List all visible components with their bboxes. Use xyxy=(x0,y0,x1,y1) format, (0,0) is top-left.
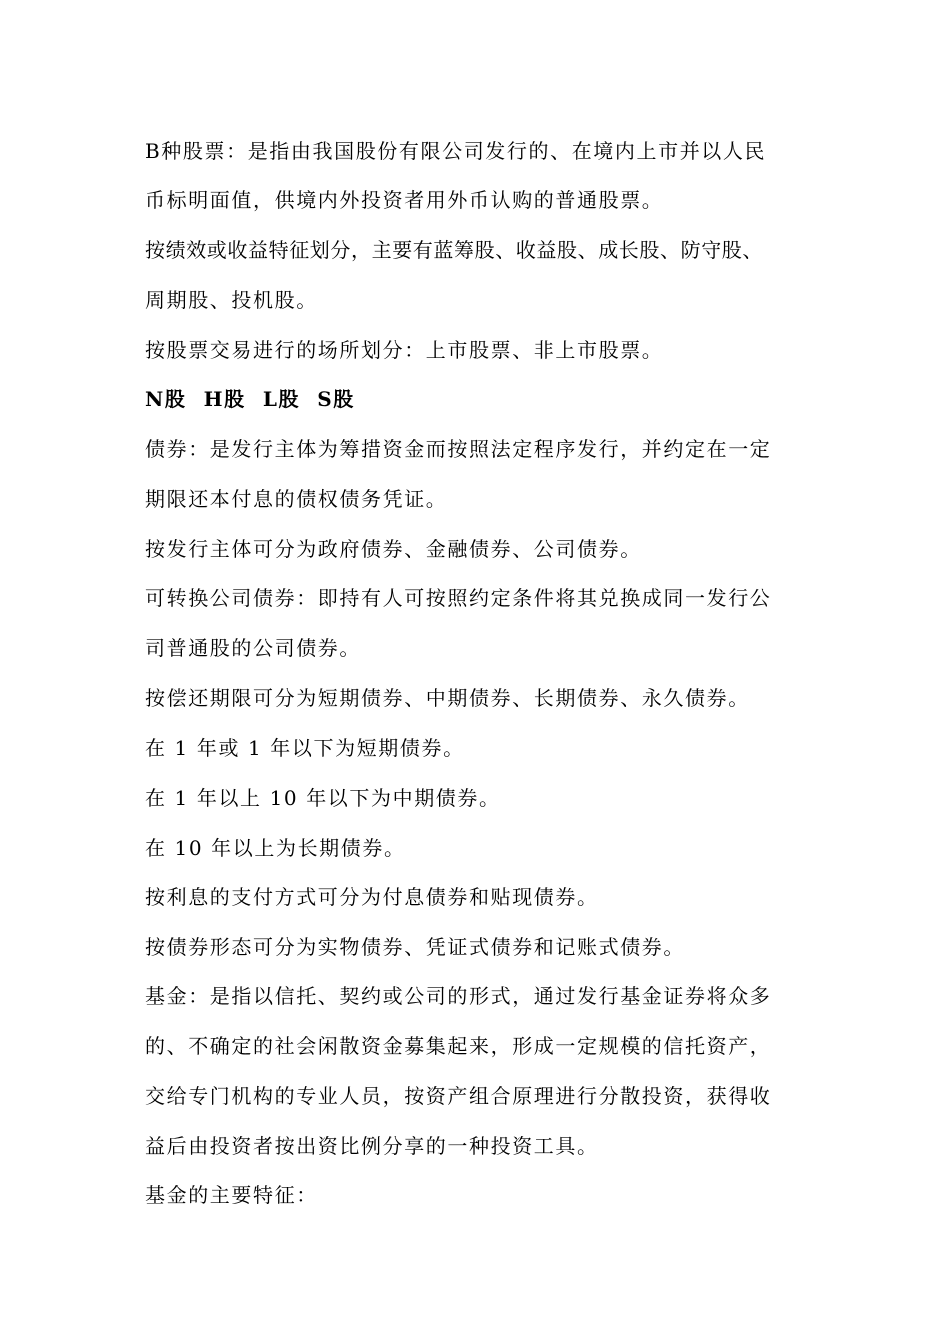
text-line: 债券：是发行主体为筹措资金而按照法定程序发行，并约定在一定 xyxy=(145,437,772,461)
text-line: 交给专门机构的专业人员，按资产组合原理进行分散投资，获得收 xyxy=(145,1084,772,1108)
text-line: 按绩效或收益特征划分，主要有蓝筹股、收益股、成长股、防守股、 xyxy=(145,238,763,262)
stock-class-heading: N股 H股 L股 S股 xyxy=(145,387,355,411)
text-line: B种股票：是指由我国股份有限公司发行的、在境内上市并以人民 xyxy=(145,139,767,163)
text-line: 按偿还期限可分为短期债券、中期债券、长期债券、永久债券。 xyxy=(145,686,750,710)
text-line: 按发行主体可分为政府债券、金融债券、公司债券。 xyxy=(145,537,642,561)
text-line: 益后由投资者按出资比例分享的一种投资工具。 xyxy=(145,1134,599,1158)
text-line: 按股票交易进行的场所划分：上市股票、非上市股票。 xyxy=(145,338,664,362)
text-line: 在 1 年以上 10 年以下为中期债券。 xyxy=(145,786,501,810)
text-line: 在 10 年以上为长期债券。 xyxy=(145,836,406,860)
text-line: 期限还本付息的债权债务凭证。 xyxy=(145,487,448,511)
text-line: 基金的主要特征： xyxy=(145,1183,318,1207)
text-line: 司普通股的公司债券。 xyxy=(145,636,361,660)
text-line: 可转换公司债券：即持有人可按照约定条件将其兑换成同一发行公 xyxy=(145,586,772,610)
text-line: 按利息的支付方式可分为付息债券和贴现债券。 xyxy=(145,885,599,909)
text-line: 在 1 年或 1 年以下为短期债券。 xyxy=(145,736,465,760)
text-line: 周期股、投机股。 xyxy=(145,288,318,312)
text-line: 按债券形态可分为实物债券、凭证式债券和记账式债券。 xyxy=(145,935,685,959)
text-line: 币标明面值，供境内外投资者用外币认购的普通股票。 xyxy=(145,188,664,212)
text-line: 的、不确定的社会闲散资金募集起来，形成一定规模的信托资产， xyxy=(145,1034,772,1058)
text-line: 基金：是指以信托、契约或公司的形式，通过发行基金证券将众多 xyxy=(145,984,772,1008)
